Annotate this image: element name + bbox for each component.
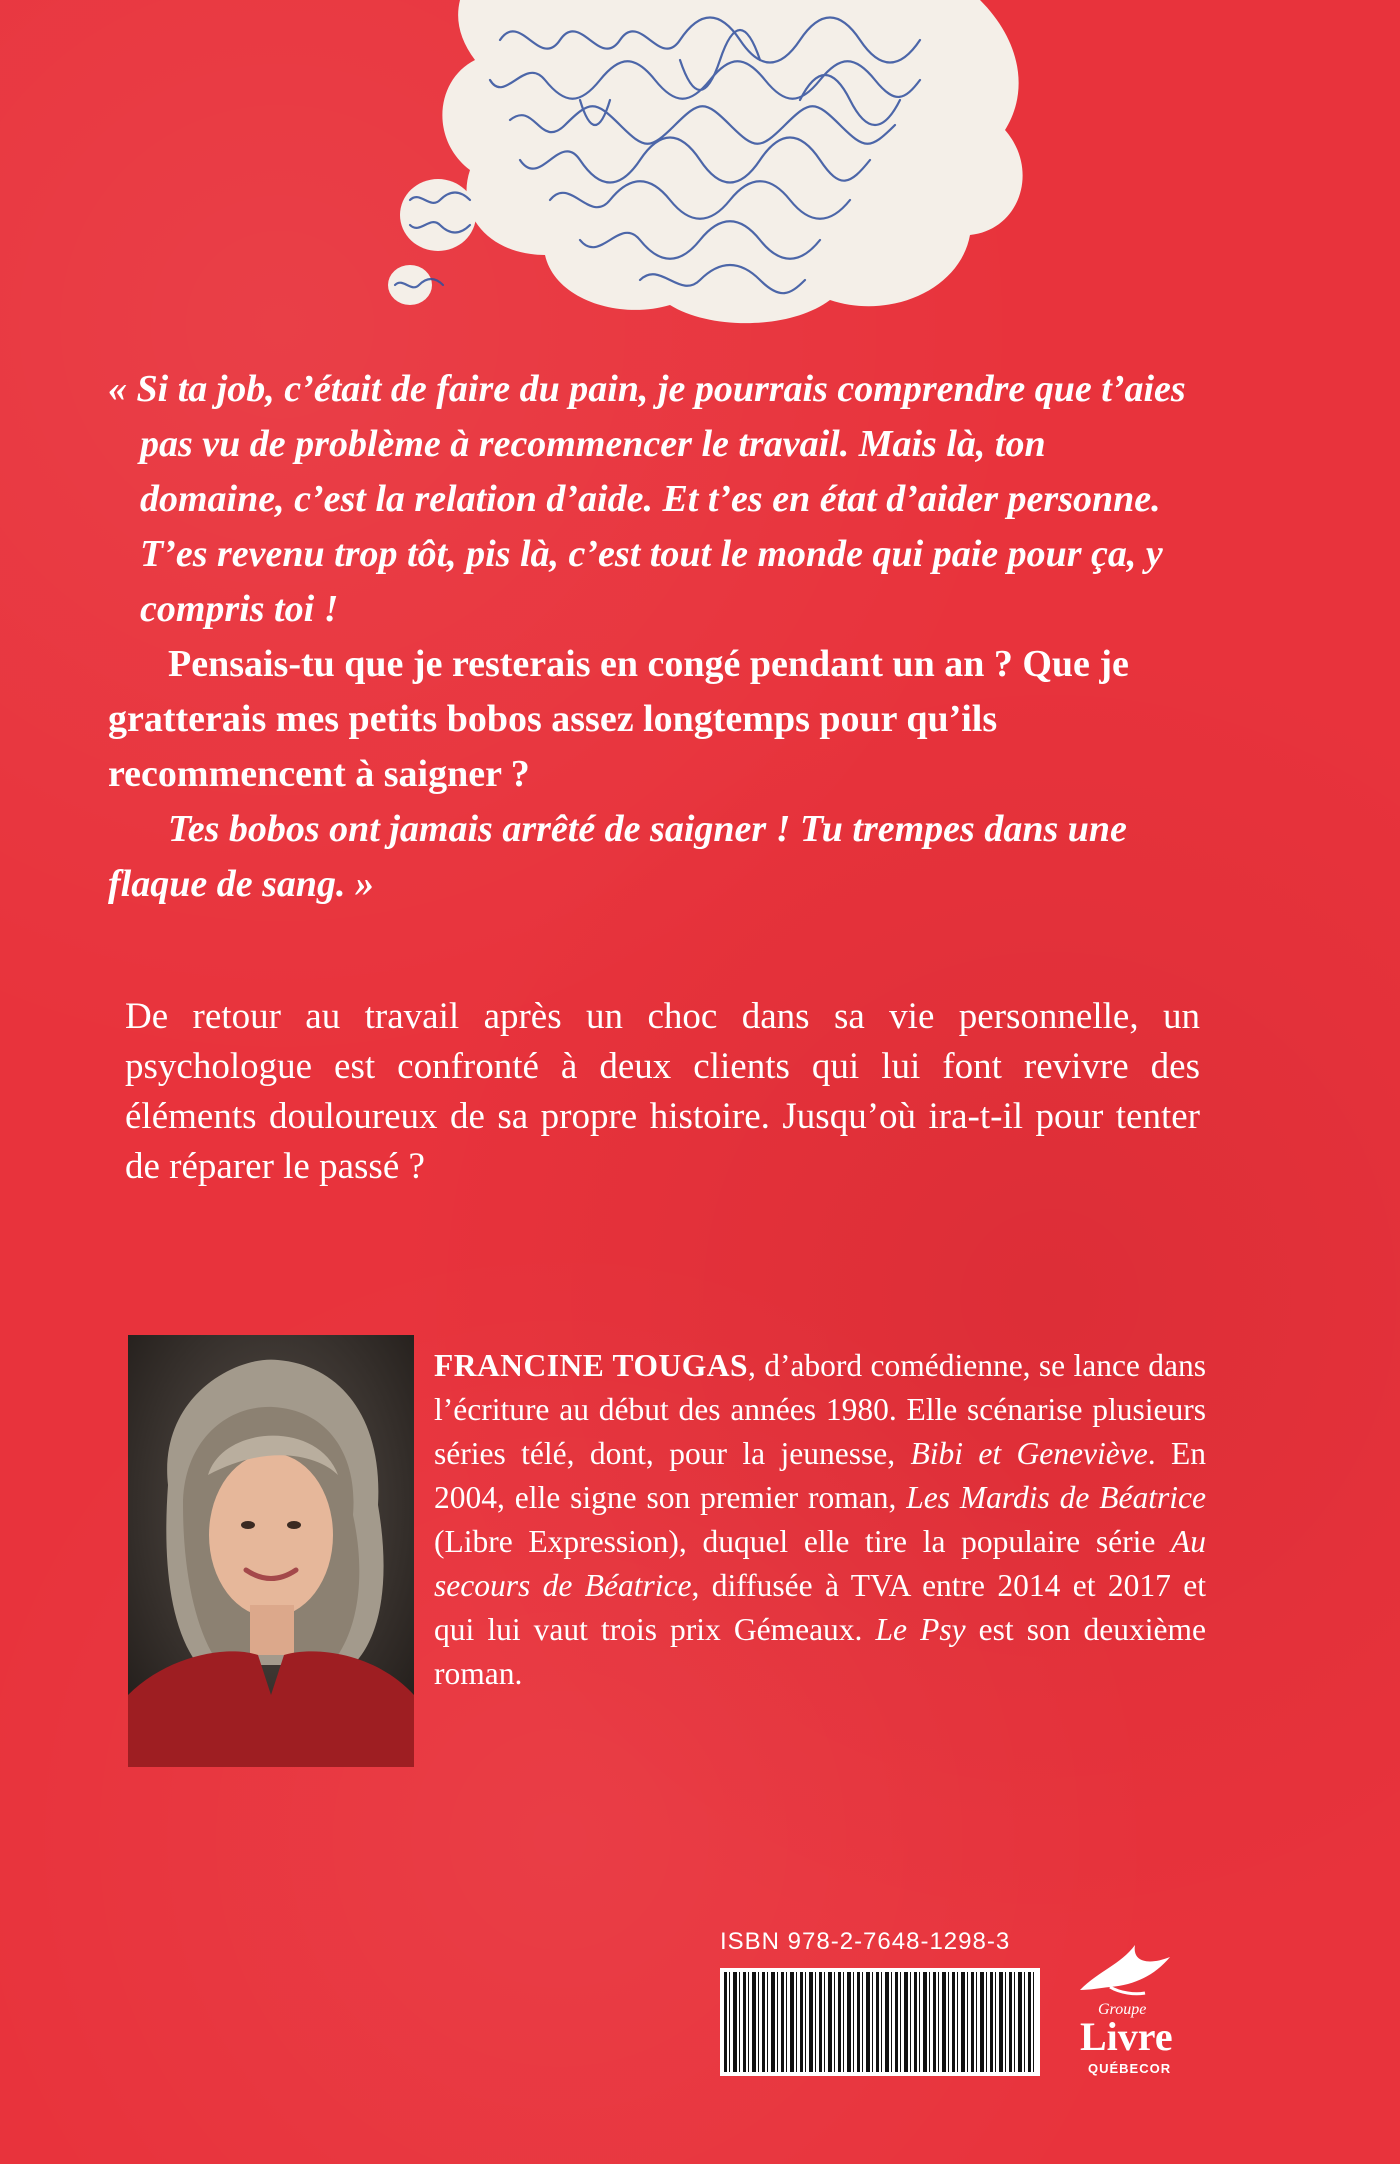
bio-text: FRANCINE TOUGAS, d’abord comédienne, se lance dans l’écriture au début des années 1980. Elle scénarise plusieurs séries télé, dont, pour la jeunesse, Bibi et Geneviève. En 2004, elle signe son premier roman, Les Mardis de Béatrice (Libre Expression), duquel elle tire la populaire série Au secours de Béatrice, diffusée à TVA entre 2014 et 2017 et qui lui vaut trois prix Gémeaux. Le Psy est son deuxième roman. [434,1348,1207,1691]
author-photo [128,1335,414,1767]
thought-bubble-illustration [380,0,1040,330]
book-summary [125,992,1200,1192]
work-title: Les Mardis de Béatrice [906,1480,1207,1515]
publisher-groupe: Groupe [1098,2001,1147,2018]
isbn-number: ISBN 978-2-7648-1298-3 [720,1928,1011,1955]
work-title: Au secours de Béatrice [434,1524,1206,1603]
isbn-block [720,1922,1040,2077]
author-bio [434,1344,1206,1696]
barcode [720,1968,1040,2076]
excerpt-paragraph-2: Pensais-tu que je resterais en congé pendant un an ? Que je gratterais mes petits bobos assez longtemps pour qu’ils recommencent à saigner ? [108,643,1129,795]
summary-text: De retour au travail après un choc dans sa vie personnelle, un psychologue est confronté à deux clients qui lui font revivre des éléments douloureux de sa propre histoire. Jusqu’où ira-t-il pour tenter de réparer le passé ? [125,996,1200,1187]
publisher-logo [1060,1935,1190,2085]
author-name: FRANCINE TOUGAS [434,1348,748,1383]
work-title: Le Psy [875,1612,966,1647]
work-title: Bibi et Geneviève [910,1436,1148,1471]
excerpt-paragraph-1: « Si ta job, c’était de faire du pain, je pourrais comprendre que t’aies pas vu de problème à recommencer le travail. Mais là, ton domaine, c’est la relation d’aide. Et t’es en état d’aider personne. T’es revenu trop tôt, pis là, c’est tout le monde qui paie pour ça, y compris toi ! [108,368,1186,630]
excerpt-paragraph-3: Tes bobos ont jamais arrêté de saigner ! Tu trempes dans une flaque de sang. » [108,808,1127,905]
bird-icon [1060,1935,1190,2005]
book-excerpt [108,362,1198,912]
publisher-livre: Livre [1080,2014,1173,2059]
publisher-quebecor: QUÉBECOR [1088,2061,1172,2076]
